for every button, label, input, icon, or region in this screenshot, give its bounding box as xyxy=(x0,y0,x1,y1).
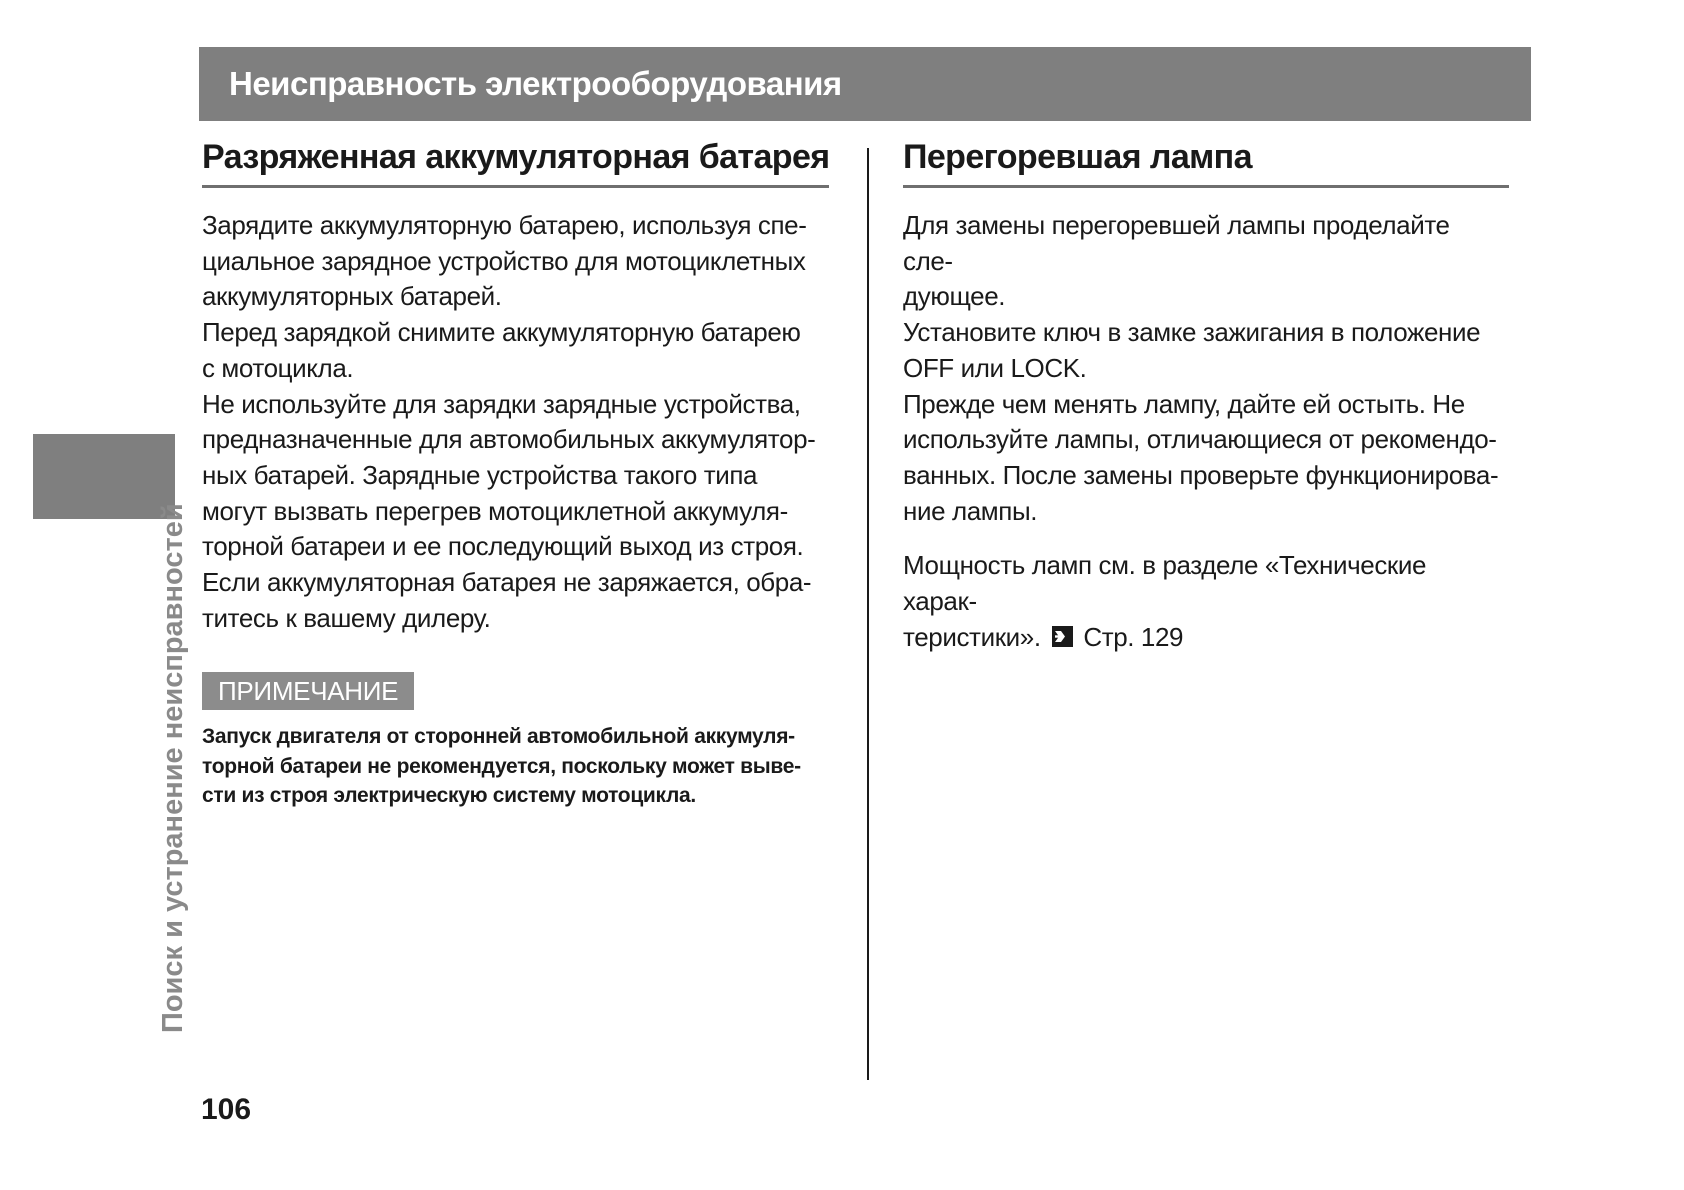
text-line: ных батарей. Зарядные устройства такого типа xyxy=(202,459,758,490)
section-title-battery: Разряженная аккумуляторная батарея xyxy=(202,138,829,188)
chapter-header-bar xyxy=(199,47,1531,121)
side-tab-marker xyxy=(33,434,175,519)
text-line: ванных. После замены проверьте функционирова- xyxy=(903,459,1499,490)
text-line: Прежде чем менять лампу, дайте ей остыть. Не xyxy=(903,388,1465,419)
side-chapter-label: Поиск и устранение неисправностей xyxy=(157,503,189,1033)
text-line: предназначенные для автомобильных аккумулятор- xyxy=(202,424,816,455)
page-number: 106 xyxy=(201,1093,252,1126)
text-line: могут вызвать перегрев мотоциклетной аккумуля- xyxy=(202,495,788,526)
right-column xyxy=(903,138,1500,655)
text-line: Перед зарядкой снимите аккумуляторную батарею xyxy=(202,317,801,348)
page-reference-link[interactable]: Стр. 129 xyxy=(1083,621,1184,652)
text-line: торной батареи и ее последующий выход из строя. xyxy=(202,531,804,562)
text-fragment: теристики». xyxy=(903,621,1041,652)
text-line: Для замены перегоревшей лампы проделайте сле- xyxy=(903,210,1450,276)
note-line: Запуск двигателя от сторонней автомобильной аккумуля- xyxy=(202,725,795,749)
text-line: OFF или LOCK. xyxy=(903,352,1087,383)
text-line: Не используйте для зарядки зарядные устройства, xyxy=(202,388,801,419)
text-line: Зарядите аккумуляторную батарею, используя спе- xyxy=(202,210,807,240)
battery-text xyxy=(202,208,830,636)
left-column xyxy=(202,138,830,811)
chapter-title: Неисправность электрооборудования xyxy=(229,65,842,102)
text-line: Если аккумуляторная батарея не заряжается, обра- xyxy=(202,567,812,598)
text-line: ние лампы. xyxy=(903,495,1038,526)
text-line: Установите ключ в замке зажигания в положение xyxy=(903,317,1481,348)
note-label: ПРИМЕЧАНИЕ xyxy=(202,672,414,710)
note-text xyxy=(202,722,830,811)
lamp-text xyxy=(903,208,1500,655)
arrow-right-icon xyxy=(1052,626,1073,647)
text-line: используйте лампы, отличающиеся от рекомендо- xyxy=(903,424,1497,455)
note-line: сти из строя электрическую систему мотоцикла. xyxy=(202,784,696,808)
column-divider xyxy=(867,148,869,1080)
section-title-lamp: Перегоревшая лампа xyxy=(903,138,1509,188)
text-line: титесь к вашему дилеру. xyxy=(202,602,491,633)
text-line: дующее. xyxy=(903,281,1006,312)
note-label-wrap xyxy=(202,672,830,710)
text-line: Мощность ламп см. в разделе «Технические харак- xyxy=(903,550,1427,617)
text-line: циальное зарядное устройство для мотоциклетных xyxy=(202,245,806,276)
text-line: с мотоцикла. xyxy=(202,352,354,383)
text-line: аккумуляторных батарей. xyxy=(202,281,502,312)
power-reference-line xyxy=(903,620,1500,656)
note-line: торной батареи не рекомендуется, поскольку может выве- xyxy=(202,754,801,778)
